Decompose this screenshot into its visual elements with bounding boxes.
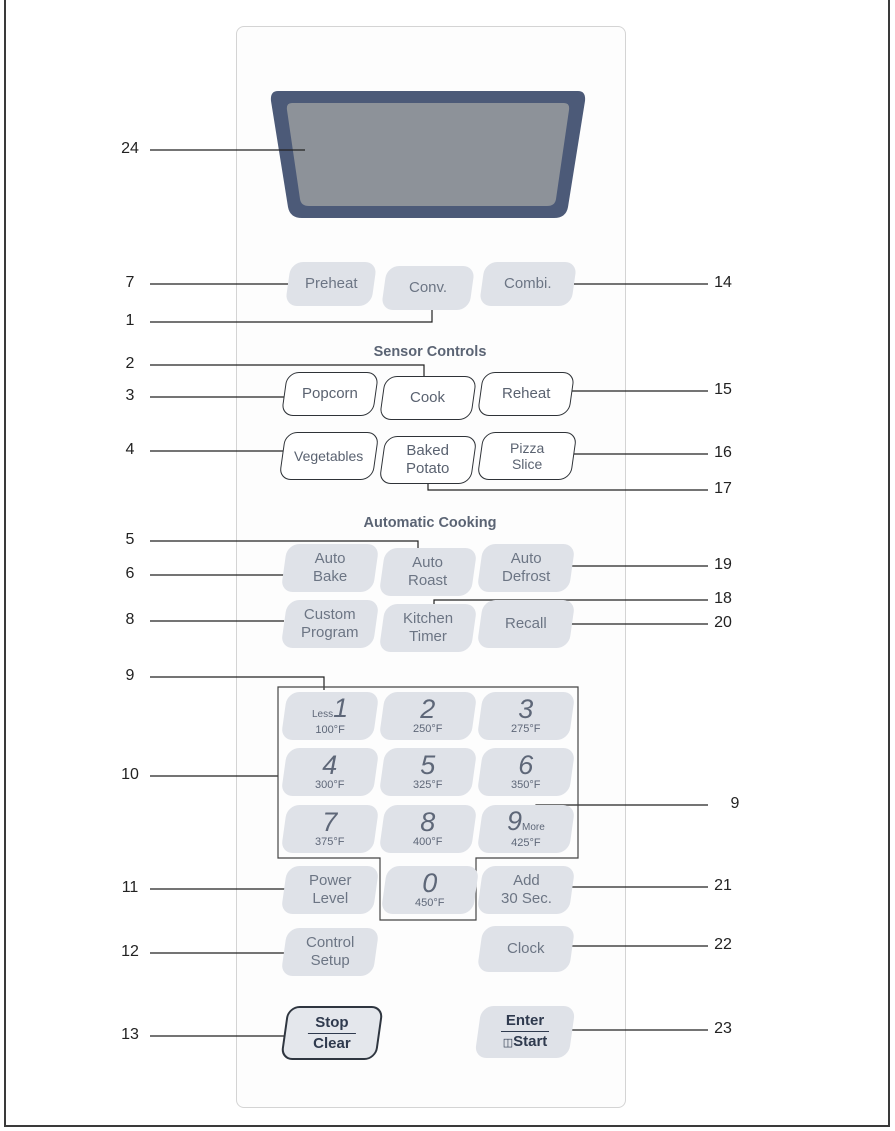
lock-icon: ◫: [502, 1037, 514, 1049]
popcorn-label: Popcorn: [302, 385, 358, 402]
reheat-label: Reheat: [501, 385, 551, 402]
callout-1: 1: [125, 312, 135, 329]
preheat-button[interactable]: [285, 262, 377, 306]
callout-3: 3: [125, 387, 135, 404]
auto-bake-button[interactable]: [281, 544, 380, 592]
start-label: Start: [513, 1033, 548, 1050]
auto-bake-label-1: Auto: [314, 550, 346, 567]
enter-start-button[interactable]: [474, 1006, 575, 1058]
temp-7: 375°F: [315, 836, 345, 848]
control-setup-button[interactable]: [281, 928, 380, 976]
pizza-slice-label-2: Slice: [511, 456, 543, 472]
number-key-4[interactable]: [281, 748, 380, 796]
stop-clear-button[interactable]: [280, 1006, 384, 1060]
callout-12: 12: [121, 943, 139, 960]
add-30-label-2: 30 Sec.: [500, 890, 552, 907]
callout-5: 5: [125, 531, 135, 548]
callout-15: 15: [714, 381, 732, 398]
number-key-8[interactable]: [379, 805, 478, 853]
custom-program-button[interactable]: [281, 600, 380, 648]
digit-9: 9: [507, 806, 523, 836]
digit-3: 3: [518, 694, 534, 724]
temp-4: 300°F: [315, 779, 345, 791]
enter-start-divider: [501, 1031, 549, 1032]
auto-defrost-label-2: Defrost: [501, 568, 551, 585]
conv-button[interactable]: [381, 266, 475, 310]
baked-potato-label-2: Potato: [406, 460, 450, 477]
callout-13: 13: [121, 1026, 139, 1043]
temp-0: 450°F: [415, 897, 445, 909]
sensor-controls-heading: Sensor Controls: [373, 344, 487, 360]
kitchen-timer-label-2: Timer: [409, 628, 447, 645]
number-key-9[interactable]: [477, 805, 576, 853]
control-setup-label-1: Control: [305, 934, 355, 951]
auto-defrost-label-1: Auto: [510, 550, 542, 567]
number-key-1[interactable]: [281, 692, 380, 740]
digit-6: 6: [518, 750, 534, 780]
control-setup-label-2: Setup: [310, 952, 350, 969]
automatic-cooking-heading: Automatic Cooking: [363, 515, 497, 531]
preheat-label: Preheat: [304, 275, 358, 292]
digit-5: 5: [420, 750, 436, 780]
callout-21: 21: [714, 877, 732, 894]
stop-clear-divider: [308, 1033, 356, 1034]
custom-program-label-1: Custom: [304, 606, 356, 623]
reheat-button[interactable]: [477, 372, 575, 416]
conv-label: Conv.: [408, 279, 448, 296]
auto-roast-label-1: Auto: [412, 554, 444, 571]
add-30-sec-button[interactable]: [477, 866, 576, 914]
temp-5: 325°F: [413, 779, 443, 791]
cook-button[interactable]: [379, 376, 477, 420]
digit-8: 8: [420, 807, 436, 837]
combi-label: Combi.: [504, 275, 552, 292]
callout-22: 22: [714, 936, 732, 953]
cook-label: Cook: [410, 389, 446, 406]
callout-6: 6: [125, 565, 135, 582]
power-level-label-2: Level: [312, 890, 348, 907]
auto-roast-label-2: Roast: [408, 572, 448, 589]
clock-label: Clock: [507, 940, 545, 957]
number-key-6[interactable]: [477, 748, 576, 796]
pizza-slice-button[interactable]: [477, 432, 578, 480]
callout-9-more: 9: [730, 795, 740, 812]
baked-potato-label-1: Baked: [406, 442, 450, 459]
recall-button[interactable]: [477, 600, 576, 648]
recall-label: Recall: [505, 615, 547, 632]
display-window: [270, 89, 586, 220]
callout-18: 18: [714, 590, 732, 607]
callout-4: 4: [125, 441, 135, 458]
add-30-label-1: Add: [512, 872, 540, 889]
temp-1: 100°F: [315, 724, 345, 736]
power-level-label-1: Power: [308, 872, 352, 889]
temp-3: 275°F: [511, 723, 541, 735]
digit-7: 7: [322, 807, 338, 837]
temp-2: 250°F: [413, 723, 443, 735]
digit-2: 2: [420, 694, 436, 724]
clear-label: Clear: [313, 1034, 351, 1052]
number-key-7[interactable]: [281, 805, 380, 853]
popcorn-button[interactable]: [281, 372, 379, 416]
callout-23: 23: [714, 1020, 732, 1037]
kitchen-timer-label-1: Kitchen: [402, 610, 454, 627]
temp-6: 350°F: [511, 779, 541, 791]
temp-9: 425°F: [511, 837, 541, 849]
less-label: Less: [311, 709, 334, 720]
callout-7: 7: [125, 274, 135, 291]
baked-potato-button[interactable]: [379, 436, 478, 484]
digit-4: 4: [322, 750, 338, 780]
callout-17: 17: [714, 480, 732, 497]
callout-20: 20: [714, 614, 732, 631]
callout-10: 10: [121, 766, 139, 783]
kitchen-timer-button[interactable]: [379, 604, 478, 652]
custom-program-label-2: Program: [301, 624, 359, 641]
power-level-button[interactable]: [281, 866, 380, 914]
number-key-3[interactable]: [477, 692, 576, 740]
more-label: More: [522, 822, 545, 833]
number-key-2[interactable]: [379, 692, 478, 740]
enter-label: Enter: [505, 1012, 545, 1029]
auto-roast-button[interactable]: [379, 548, 478, 596]
combi-button[interactable]: [479, 262, 577, 306]
auto-bake-label-2: Bake: [312, 568, 348, 585]
temp-8: 400°F: [413, 836, 443, 848]
callout-24: 24: [121, 140, 139, 157]
callout-19: 19: [714, 556, 732, 573]
pizza-slice-label-1: Pizza: [509, 440, 545, 456]
vegetables-button[interactable]: [279, 432, 380, 480]
callout-11: 11: [121, 879, 139, 896]
callout-9-less: 9: [125, 667, 135, 684]
number-key-5[interactable]: [379, 748, 478, 796]
callout-14: 14: [714, 274, 732, 291]
callout-8: 8: [125, 611, 135, 628]
auto-defrost-button[interactable]: [477, 544, 576, 592]
number-key-0[interactable]: [381, 866, 480, 914]
callout-2: 2: [125, 355, 135, 372]
digit-0: 0: [422, 868, 438, 898]
callout-16: 16: [714, 444, 732, 461]
vegetables-label: Vegetables: [294, 448, 364, 464]
stop-label: Stop: [315, 1013, 349, 1031]
clock-button[interactable]: [477, 926, 575, 972]
digit-1: 1: [333, 693, 349, 723]
